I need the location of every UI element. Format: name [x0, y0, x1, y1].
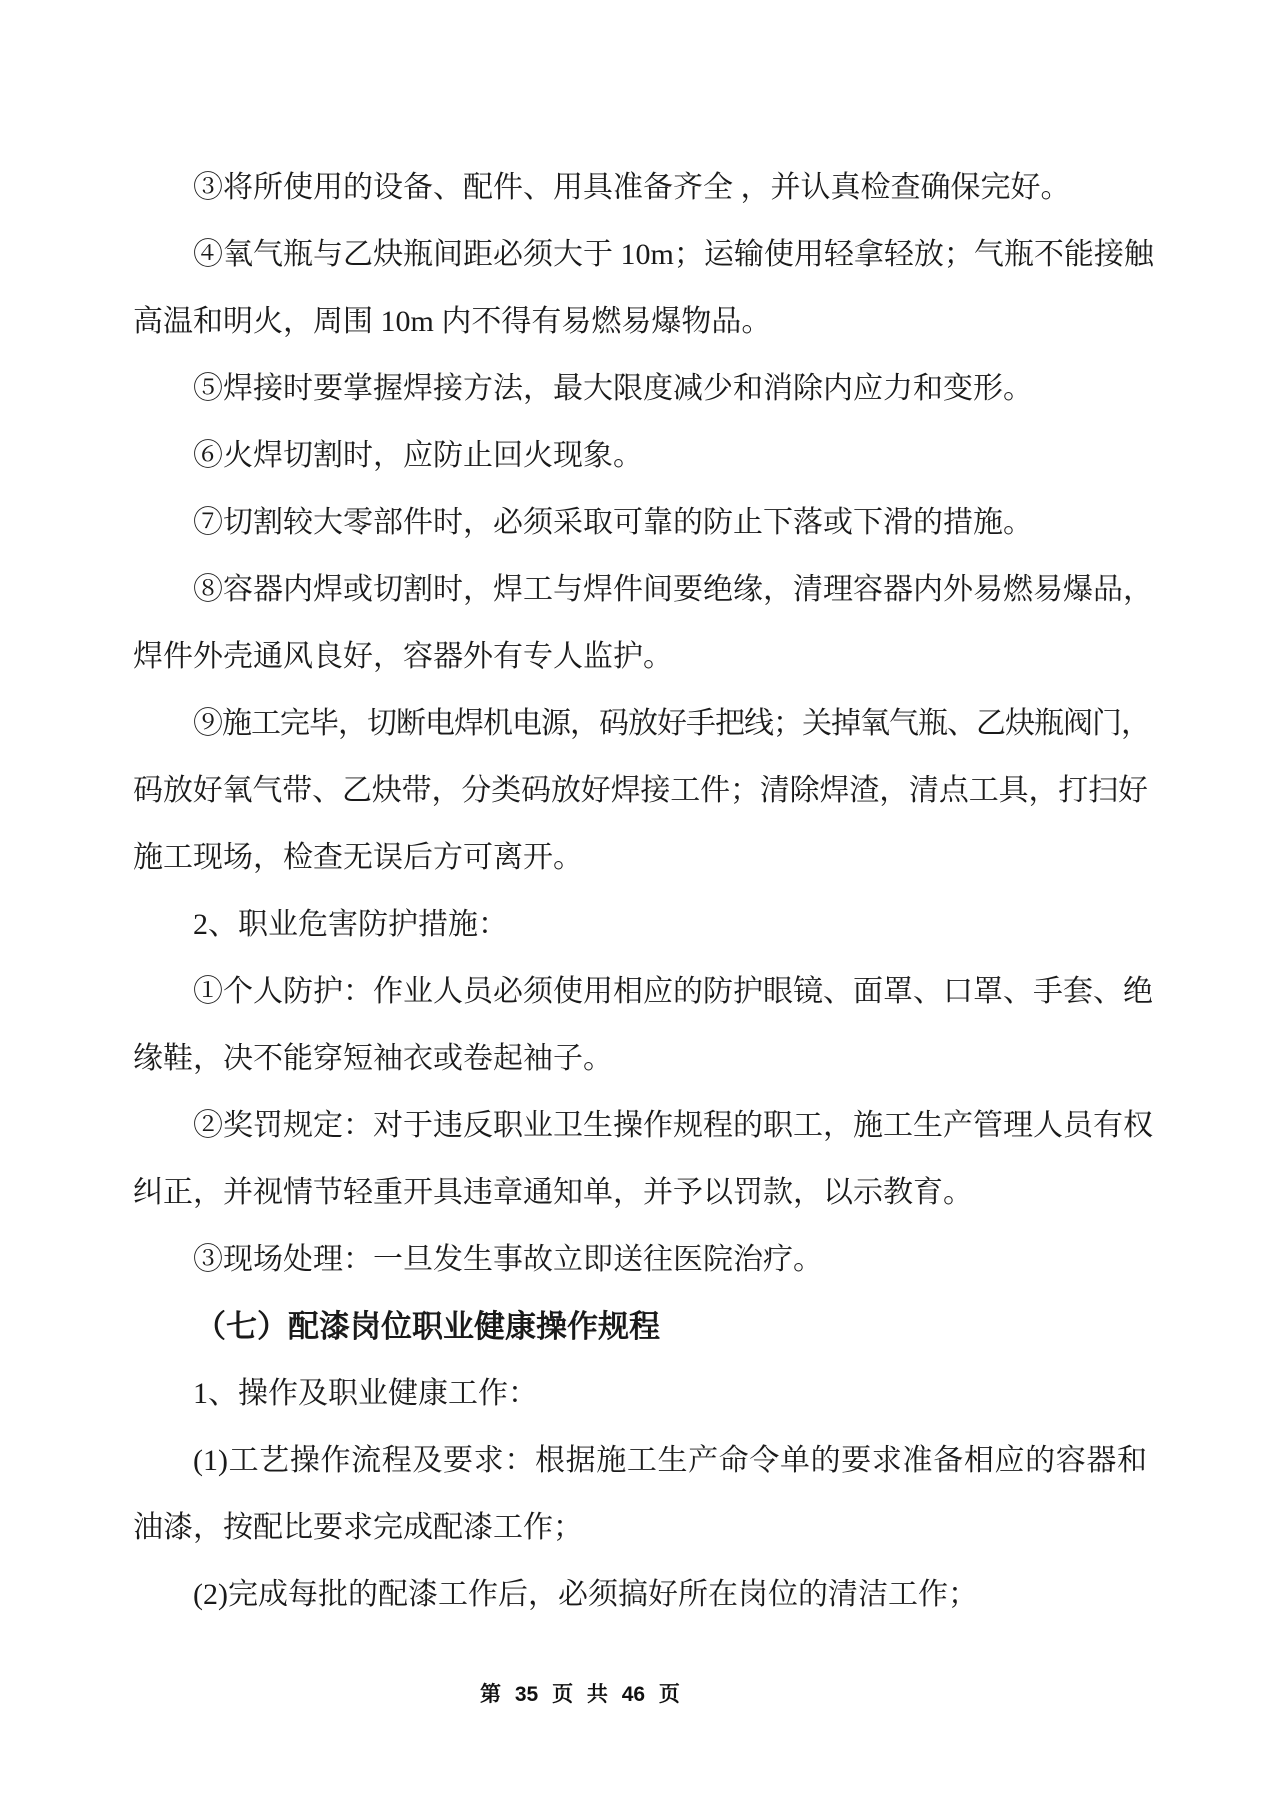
doc-line: ⑦切割较大零部件时，必须采取可靠的防止下落或下滑的措施。: [193, 506, 1033, 539]
doc-line: 缘鞋，决不能穿短袖衣或卷起袖子。: [133, 1042, 613, 1075]
doc-line: (1)工艺操作流程及要求：根据施工生产命令单的要求准备相应的容器和: [193, 1444, 1147, 1477]
doc-line: 纠正，并视情节轻重开具违章通知单，并予以罚款，以示教育。: [133, 1176, 973, 1209]
doc-line: 施工现场，检查无误后方可离开。: [133, 841, 583, 874]
document-body: [133, 154, 1154, 1628]
doc-line: ⑨施工完毕，切断电焊机电源，码放好手把线；关掉氧气瓶、乙炔瓶阀门，: [193, 707, 1150, 740]
doc-line: ③现场处理：一旦发生事故立即送往医院治疗。: [193, 1243, 823, 1276]
doc-line: ⑤焊接时要掌握焊接方法，最大限度减少和消除内应力和变形。: [193, 372, 1033, 405]
doc-line: ②奖罚规定：对于违反职业卫生操作规程的职工，施工生产管理人员有权: [193, 1109, 1153, 1142]
doc-line: ④氧气瓶与乙炔瓶间距必须大于 10m；运输使用轻拿轻放；气瓶不能接触: [193, 238, 1154, 271]
doc-line: (2)完成每批的配漆工作后，必须搞好所在岗位的清洁工作；: [193, 1578, 978, 1611]
doc-line: ⑥火焊切割时，应防止回火现象。: [193, 439, 643, 472]
doc-line: ⑧容器内焊或切割时，焊工与焊件间要绝缘，清理容器内外易燃易爆品，: [193, 573, 1153, 606]
doc-line: 油漆，按配比要求完成配漆工作；: [133, 1511, 583, 1544]
page-footer: 第 35 页 共 46 页: [480, 1683, 680, 1706]
doc-line: 高温和明火，周围 10m 内不得有易燃易爆物品。: [133, 305, 772, 338]
doc-line: 焊件外壳通风良好，容器外有专人监护。: [133, 640, 673, 673]
doc-line: 1、操作及职业健康工作：: [193, 1377, 538, 1410]
doc-line: ①个人防护：作业人员必须使用相应的防护眼镜、面罩、口罩、手套、绝: [193, 975, 1153, 1008]
doc-line: 码放好氧气带、乙炔带，分类码放好焊接工件；清除焊渣，清点工具，打扫好: [133, 774, 1147, 807]
doc-line: ③将所使用的设备、配件、用具准备齐全 ，并认真检查确保完好。: [193, 171, 1071, 204]
section-heading: （七）配漆岗位职业健康操作规程: [195, 1309, 660, 1344]
doc-line: 2、职业危害防护措施：: [193, 908, 508, 941]
